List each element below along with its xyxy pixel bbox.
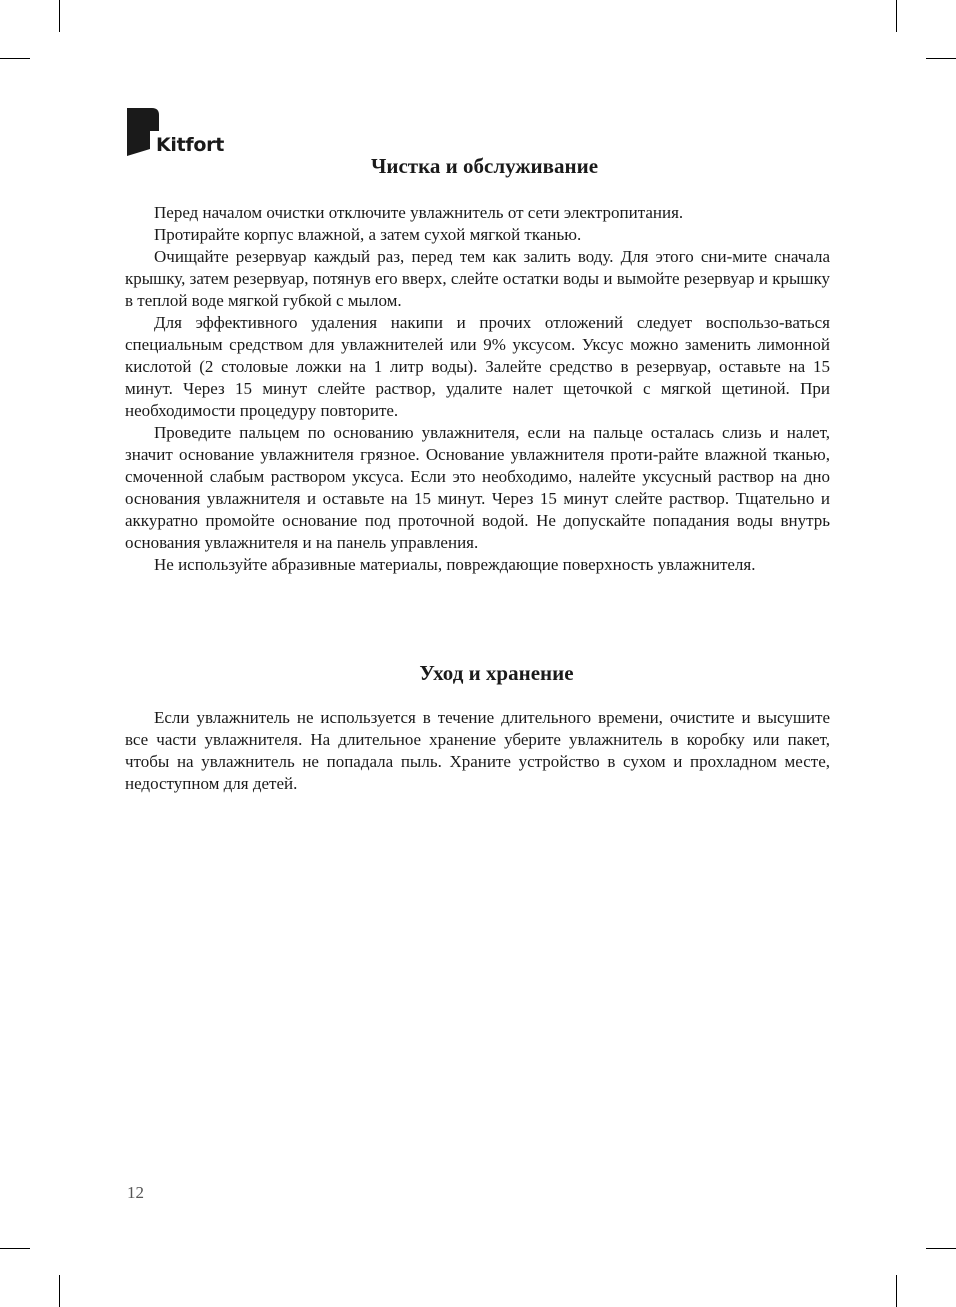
- kitfort-logo-icon: [127, 108, 159, 158]
- crop-mark: [0, 58, 30, 59]
- paragraph: Протирайте корпус влажной, а затем сухой мягкой тканью.: [154, 225, 582, 244]
- section-title: Чистка и обслуживание: [370, 154, 599, 178]
- paragraph: Перед началом очистки отключите увлажнитель от сети электропитания.: [154, 203, 684, 222]
- kitfort-logo: [127, 108, 237, 158]
- brand-name: Kitfort: [156, 134, 224, 156]
- crop-mark: [896, 1275, 897, 1307]
- crop-mark: [59, 0, 60, 32]
- section-title: Уход и хранение: [419, 661, 574, 685]
- crop-mark: [926, 1248, 956, 1249]
- paragraph: Не используйте абразивные материалы, повреждающие поверхность увлажнителя.: [154, 555, 756, 574]
- paragraph: Если увлажнитель не используется в течение длительного времени, очистите и высушите все части увлажнителя. На длительное хранение уберите увлажнитель в коробку или пакет, чтобы на увлажнитель не попадала пыль. Храните устройство в сухом и прохладном месте, недоступном для детей.: [125, 708, 830, 793]
- page-number: 12: [127, 1183, 144, 1202]
- crop-mark: [896, 0, 897, 32]
- paragraph: Проведите пальцем по основанию увлажнителя, если на пальце осталась слизь и налет, значит основание увлажнителя грязное. Основание увлажнителя проти-райте влажной тканью, смоченной слабым раствором уксуса. Если это необходимо, налейте уксусный раствор на дно основания увлажнителя и оставьте на 15 минут. Через 15 минут слейте раствор. Тщательно и аккуратно промойте основание под проточной водой. Не допускайте попадания воды внутрь основания увлажнителя и на панель управления.: [125, 423, 830, 552]
- crop-mark: [0, 1248, 30, 1249]
- paragraph: Для эффективного удаления накипи и прочих отложений следует воспользо-ваться специальным средством для увлажнителей или 9% уксусом. Уксус можно заменить лимонной кислотой (2 столовые ложки на 1 литр воды). Залейте средство в резервуар, оставьте на 15 минут. Через 15 минут слейте раствор, удалите налет щеточкой с мягкой щетиной. При необходимости процедуру повторите.: [125, 313, 830, 420]
- crop-mark: [926, 58, 956, 59]
- section-body: [125, 707, 830, 795]
- paragraph: Очищайте резервуар каждый раз, перед тем как залить воду. Для этого сни-мите сначала крышку, затем резервуар, потянув его вверх, слейте остатки воды и вымойте резервуар и крышку в теплой воде мягкой губкой с мылом.: [125, 247, 830, 310]
- crop-mark: [59, 1275, 60, 1307]
- section-body: [125, 202, 830, 576]
